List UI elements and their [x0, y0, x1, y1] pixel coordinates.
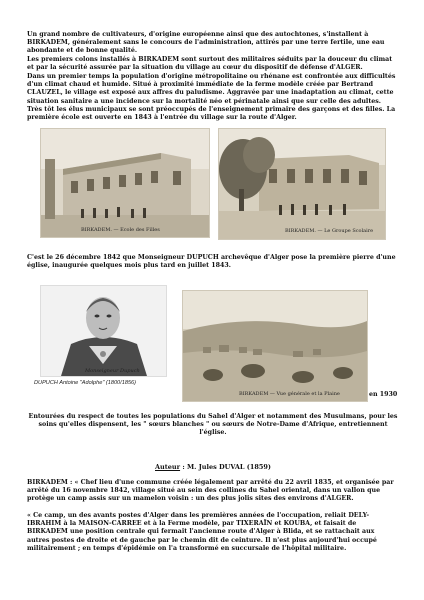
school-girls-caption: BIRKADEM. — Ecole des Filles — [81, 227, 160, 233]
author-line — [27, 463, 399, 471]
general-view-illustration — [183, 291, 367, 401]
camp-description: « Ce camp, un des avants postes d'Alger dans les premières années de l'occupation, reliait DELY-IBRAHIM à la MAISON-CARREE et à la Ferme modèle, par TIXERAÏN et KOUBA, et faisait de BIRKADEM une position centrale qui fermait l'ancienne route d'Alger à Blida, et se rattachait aux autres postes de droite et de gauche par le chemin dit de ceinture. Il n'est plus aujourd'hui occupé militairement ; en temps d'épidémie on l'a transformé en succursale de l'hôpital militaire. — [27, 512, 377, 552]
school-group-caption: BIRKADEM. — Le Groupe Scolaire — [285, 228, 374, 234]
author-label: Auteur — [155, 463, 181, 471]
portrait-signature: Monseigneur Dupuch — [85, 368, 140, 374]
school-girls-photo — [40, 128, 210, 238]
portrait-caption: DUPUCH Antoine "Adolphe" (1800/1856) — [34, 380, 137, 386]
year-label: en 1930 — [369, 391, 398, 398]
birkadem-description: BIRKADEM : « Chef lieu d'une commune créée légalement par arrêté du 22 avril 1835, et organisée par arrêté du 16 novembre 1842, village situé au sein des collines du Sahel oriental, dans un vallon que protège un camp assis sur un mamelon voisin : un des plus jolis sites des environs d'ALGER. — [27, 479, 394, 503]
school-group-illustration — [219, 129, 385, 239]
general-view-caption: BIRKADEM — Vue générale et la Plaine — [239, 391, 340, 397]
climate-paragraph: Dans un premier temps la population d'origine métropolitaine ou rhénane est confrontée aux difficultés d'un climat chaud et humide. Situé à proximité immédiate de la ferme modèle créée par Bertrand CLAUZEL, le village est exposé aux affres du paludisme. Aggravée par une inadaptation au climat, cette situation sanitaire a une incidence sur la mortalité néo et périnatale ainsi que sur celle des adultes. — [27, 73, 396, 105]
general-view-photo — [182, 290, 368, 402]
colons-paragraph: Les premiers colons installés à BIRKADEM sont surtout des militaires séduits par la douceur du climat et par la sécurité assurée par la situation du village au cœur du dispositif de défense d'ALGER. — [27, 56, 393, 72]
church-paragraph: C'est le 26 décembre 1842 que Monseigneur DUPUCH archevêque d'Alger pose la première pierre d'une église, inaugurée quelques mois plus tard en juillet 1843. — [27, 254, 396, 270]
dupuch-portrait — [40, 285, 167, 377]
intro-paragraph: Un grand nombre de cultivateurs, d'origine européenne ainsi que des autochtones, s'installent à BIRKADEM, généralement sans le concours de l'administration, attirés par une terre fertile, une eau abondante et de bonne qualité. — [27, 31, 385, 55]
dupuch-engraving — [41, 286, 166, 376]
school-girls-illustration — [41, 129, 209, 237]
author-name: : M. Jules DUVAL (1859) — [180, 463, 271, 471]
school-group-photo — [218, 128, 386, 240]
sisters-paragraph: Entourées du respect de toutes les populations du Sahel d'Alger et notamment des Musulmans, pour les soins qu'elles dispensent, les " sœurs blanches " ou sœurs de Notre-Dame d'Afrique, entretiennent l'église. — [28, 413, 398, 437]
school-paragraph: Très tôt les élus municipaux se sont préoccupés de l'enseignement primaire des garçons et des filles. La première école est ouverte en 1843 à l'entrée du village sur la route d'Alger. — [27, 106, 396, 122]
